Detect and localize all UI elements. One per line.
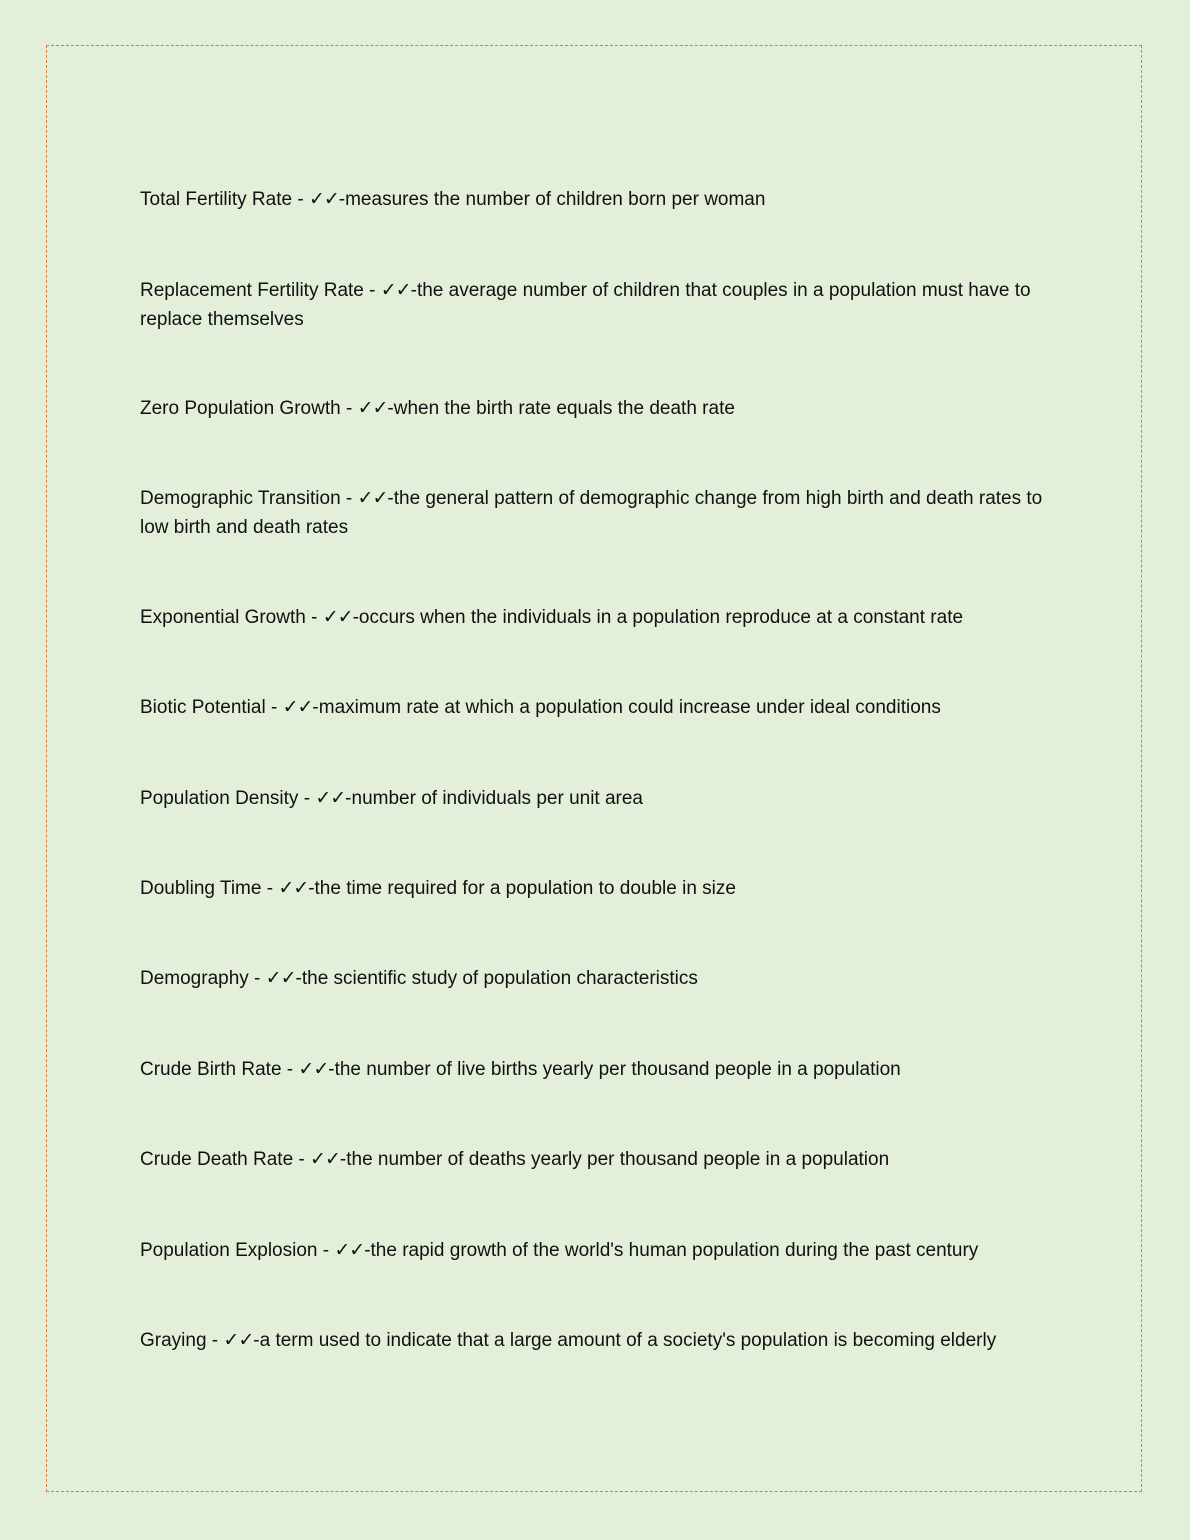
double-check-icon: ✓✓ [308, 188, 339, 210]
double-check-icon: ✓✓ [310, 1148, 340, 1170]
double-check-icon: ✓✓ [223, 1329, 254, 1351]
entry-definition: the general pattern of demographic change from high birth and death rates to low birth and death rates [140, 488, 1043, 538]
entry-term: Total Fertility Rate [140, 189, 293, 210]
entry-term: Crude Birth Rate [140, 1059, 282, 1080]
list-item: Crude Death Rate - ✓✓-the number of deaths yearly per thousand people in a population [140, 1148, 890, 1170]
entry-definition: the number of live births yearly per thousand people in a population [334, 1059, 901, 1080]
entry-term: Graying [140, 1330, 207, 1351]
double-check-icon: ✓✓ [315, 787, 346, 809]
entry-definition: occurs when the individuals in a population reproduce at a constant rate [358, 607, 964, 628]
list-item: Biotic Potential - ✓✓-maximum rate at which a population could increase under ideal conditions [140, 696, 941, 718]
double-check-icon: ✓✓ [278, 877, 309, 899]
entry-definition: measures the number of children born per woman [345, 189, 766, 210]
entry-term: Zero Population Growth [140, 398, 341, 419]
list-item: Total Fertility Rate - ✓✓-measures the number of children born per woman [140, 188, 766, 210]
list-item: Population Explosion - ✓✓-the rapid growth of the world's human population during the past century [140, 1239, 979, 1261]
entry-definition: when the birth rate equals the death rate [393, 398, 735, 419]
entry-term: Population Density [140, 788, 299, 809]
entry-term: Crude Death Rate [140, 1149, 294, 1170]
entry-term: Replacement Fertility Rate [140, 280, 364, 301]
entry-definition: maximum rate at which a population could increase under ideal conditions [318, 697, 941, 718]
double-check-icon: ✓✓ [357, 487, 388, 509]
list-item: Demographic Transition - ✓✓-the general pattern of demographic change from high birth and death rates to low birth and death rates [140, 487, 1043, 538]
entry-term: Population Explosion [140, 1240, 318, 1261]
list-item: Crude Birth Rate - ✓✓-the number of live births yearly per thousand people in a population [140, 1058, 901, 1080]
entry-definition: a term used to indicate that a large amount of a society's population is becoming elderly [259, 1330, 997, 1351]
double-check-icon: ✓✓ [282, 696, 313, 718]
entry-definition: the scientific study of population characteristics [301, 968, 698, 989]
entry-definition: number of individuals per unit area [351, 788, 644, 809]
list-item: Exponential Growth - ✓✓-occurs when the individuals in a population reproduce at a constant rate [140, 606, 964, 628]
list-item: Zero Population Growth - ✓✓-when the birth rate equals the death rate [140, 397, 735, 419]
entry-definition: the time required for a population to double in size [314, 878, 736, 899]
entry-term: Demographic Transition [140, 488, 341, 509]
entry-definition: the average number of children that couples in a population must have to replace themselves [140, 280, 1031, 330]
list-item: Population Density - ✓✓-number of individuals per unit area [140, 787, 644, 809]
entry-term: Exponential Growth [140, 607, 306, 628]
list-item: Demography - ✓✓-the scientific study of population characteristics [140, 967, 698, 989]
entry-term: Biotic Potential [140, 697, 266, 718]
double-check-icon: ✓✓ [265, 967, 296, 989]
double-check-icon: ✓✓ [380, 279, 411, 301]
double-check-icon: ✓✓ [298, 1058, 329, 1080]
entry-definition: the rapid growth of the world's human population during the past century [370, 1240, 979, 1261]
list-item: Doubling Time - ✓✓-the time required for a population to double in size [140, 877, 736, 899]
entry-term: Doubling Time [140, 878, 262, 899]
list-item: Replacement Fertility Rate - ✓✓-the average number of children that couples in a population must have to replace themselves [140, 279, 1031, 330]
entry-term: Demography [140, 968, 249, 989]
double-check-icon: ✓✓ [357, 397, 388, 419]
double-check-icon: ✓✓ [334, 1239, 365, 1261]
list-item: Graying - ✓✓-a term used to indicate that a large amount of a society's population is becoming elderly [140, 1329, 997, 1351]
entry-definition: the number of deaths yearly per thousand people in a population [346, 1149, 890, 1170]
double-check-icon: ✓✓ [322, 606, 353, 628]
page-border [46, 45, 1142, 1492]
